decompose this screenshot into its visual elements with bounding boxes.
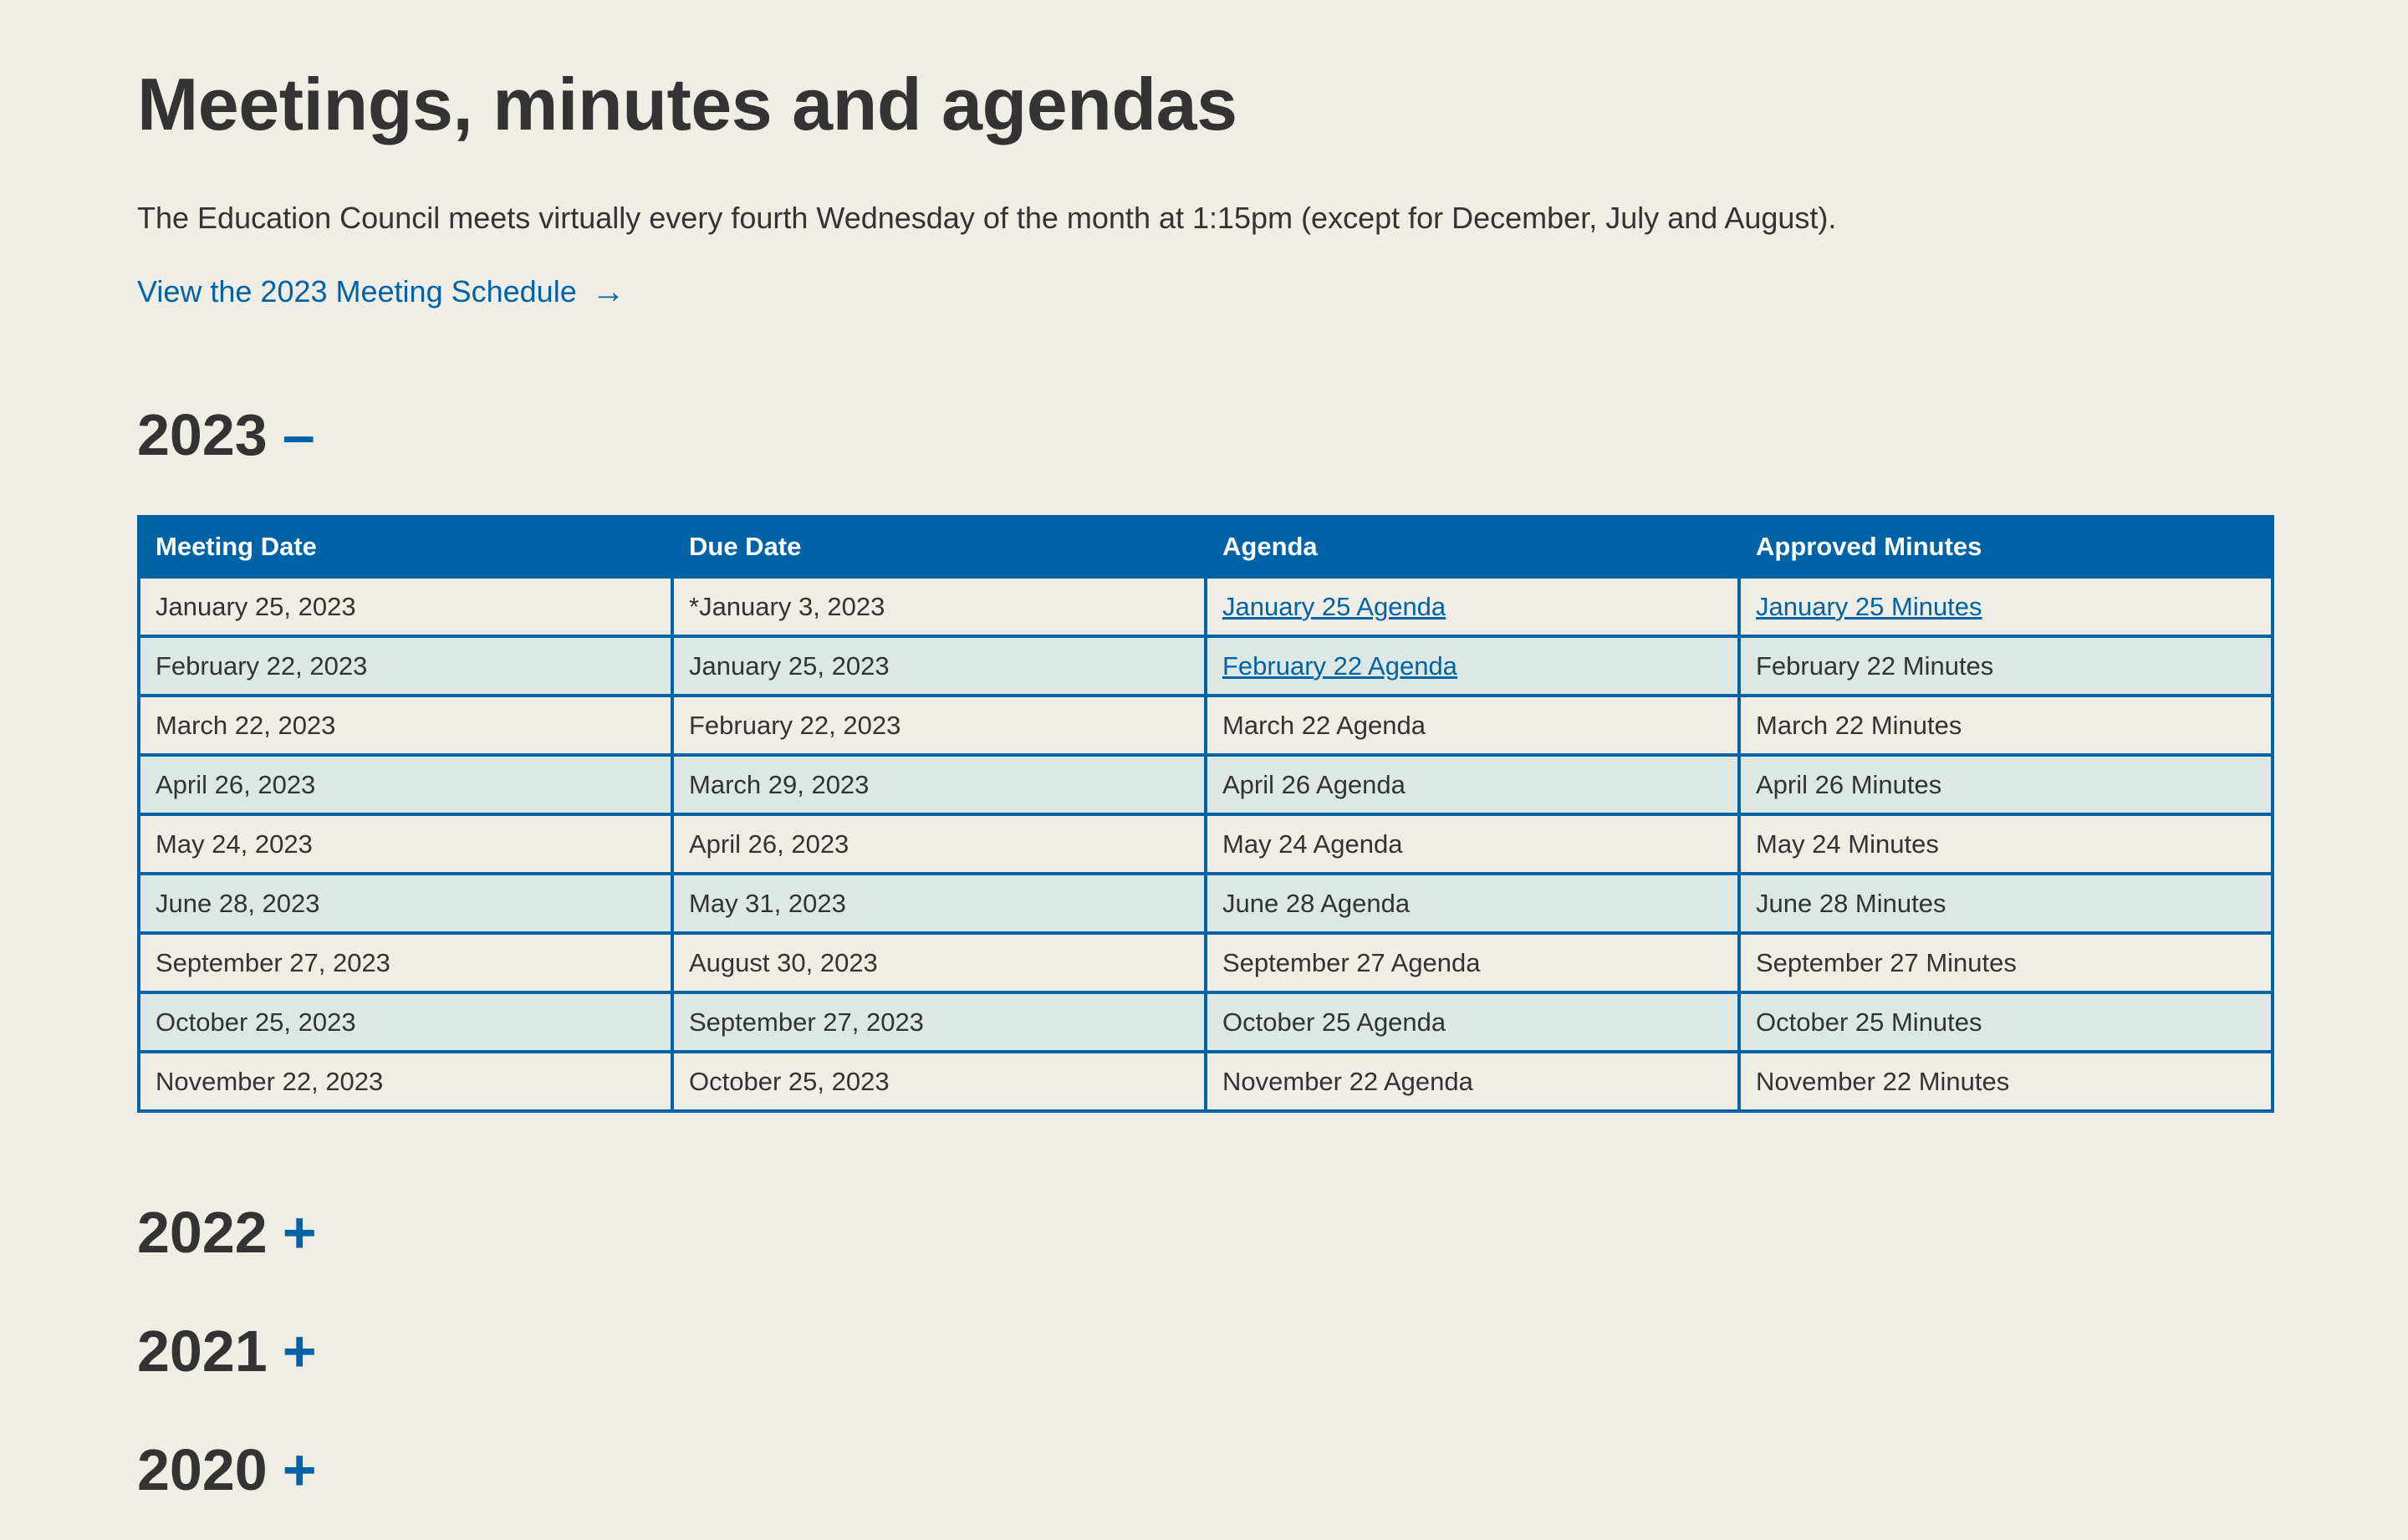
meeting-schedule-link-label: View the 2023 Meeting Schedule <box>137 274 577 309</box>
cell-approved-minutes: March 22 Minutes <box>1739 696 2273 755</box>
year-label: 2021 <box>137 1318 268 1384</box>
cell-approved-minutes: November 22 Minutes <box>1739 1052 2273 1111</box>
year-heading-2023[interactable] <box>137 400 315 470</box>
collapse-icon[interactable]: – <box>282 402 315 467</box>
cell-meeting-date: June 28, 2023 <box>139 874 672 933</box>
intro-text: The Education Council meets virtually every fourth Wednesday of the month at 1:15pm (except for December, July and August). <box>137 201 1837 235</box>
table-row <box>139 636 2273 696</box>
arrow-right-icon: → <box>591 273 625 310</box>
cell-meeting-date: October 25, 2023 <box>139 992 672 1052</box>
header-approved-minutes: Approved Minutes <box>1739 517 2273 577</box>
year-heading-2020[interactable] <box>137 1435 317 1505</box>
cell-due-date: August 30, 2023 <box>672 933 1206 992</box>
year-heading-2022[interactable] <box>137 1197 317 1267</box>
table-header-row <box>139 517 2273 577</box>
header-agenda: Agenda <box>1206 517 1739 577</box>
cell-meeting-date: April 26, 2023 <box>139 755 672 814</box>
cell-approved-minutes: May 24 Minutes <box>1739 814 2273 874</box>
cell-agenda: May 24 Agenda <box>1206 814 1739 874</box>
cell-meeting-date: November 22, 2023 <box>139 1052 672 1111</box>
cell-agenda: November 22 Agenda <box>1206 1052 1739 1111</box>
table-body <box>139 577 2273 1111</box>
header-meeting-date: Meeting Date <box>139 517 672 577</box>
year-label: 2020 <box>137 1437 268 1502</box>
cell-approved-minutes: April 26 Minutes <box>1739 755 2273 814</box>
meetings-table-2023 <box>137 515 2274 1113</box>
expand-icon[interactable]: + <box>282 1200 317 1265</box>
cell-due-date: October 25, 2023 <box>672 1052 1206 1111</box>
expand-icon[interactable]: + <box>282 1437 317 1502</box>
cell-meeting-date: January 25, 2023 <box>139 577 672 636</box>
meeting-schedule-link[interactable] <box>137 271 625 313</box>
cell-approved-minutes: June 28 Minutes <box>1739 874 2273 933</box>
cell-due-date: September 27, 2023 <box>672 992 1206 1052</box>
cell-due-date: March 29, 2023 <box>672 755 1206 814</box>
table-row <box>139 696 2273 755</box>
table-row <box>139 814 2273 874</box>
minutes-link[interactable]: January 25 Minutes <box>1756 591 1982 621</box>
cell-approved-minutes <box>1739 577 2273 636</box>
expand-icon[interactable]: + <box>282 1318 317 1384</box>
year-label: 2023 <box>137 402 268 467</box>
cell-due-date: May 31, 2023 <box>672 874 1206 933</box>
agenda-link[interactable]: February 22 Agenda <box>1222 650 1457 681</box>
page-title: Meetings, minutes and agendas <box>137 63 1237 145</box>
cell-approved-minutes: February 22 Minutes <box>1739 636 2273 696</box>
cell-approved-minutes: September 27 Minutes <box>1739 933 2273 992</box>
cell-due-date: *January 3, 2023 <box>672 577 1206 636</box>
cell-due-date: January 25, 2023 <box>672 636 1206 696</box>
cell-meeting-date: February 22, 2023 <box>139 636 672 696</box>
cell-due-date: April 26, 2023 <box>672 814 1206 874</box>
cell-agenda: April 26 Agenda <box>1206 755 1739 814</box>
header-due-date: Due Date <box>672 517 1206 577</box>
year-heading-2021[interactable] <box>137 1316 317 1386</box>
table-row <box>139 577 2273 636</box>
cell-meeting-date: May 24, 2023 <box>139 814 672 874</box>
cell-agenda: September 27 Agenda <box>1206 933 1739 992</box>
year-label: 2022 <box>137 1200 268 1265</box>
cell-due-date: February 22, 2023 <box>672 696 1206 755</box>
table-row <box>139 874 2273 933</box>
cell-agenda <box>1206 636 1739 696</box>
table-row <box>139 755 2273 814</box>
agenda-link[interactable]: January 25 Agenda <box>1222 591 1446 621</box>
cell-agenda: June 28 Agenda <box>1206 874 1739 933</box>
cell-agenda: October 25 Agenda <box>1206 992 1739 1052</box>
table-row <box>139 933 2273 992</box>
cell-agenda <box>1206 577 1739 636</box>
cell-meeting-date: September 27, 2023 <box>139 933 672 992</box>
table-row <box>139 992 2273 1052</box>
cell-agenda: March 22 Agenda <box>1206 696 1739 755</box>
cell-approved-minutes: October 25 Minutes <box>1739 992 2273 1052</box>
cell-meeting-date: March 22, 2023 <box>139 696 672 755</box>
table-row <box>139 1052 2273 1111</box>
